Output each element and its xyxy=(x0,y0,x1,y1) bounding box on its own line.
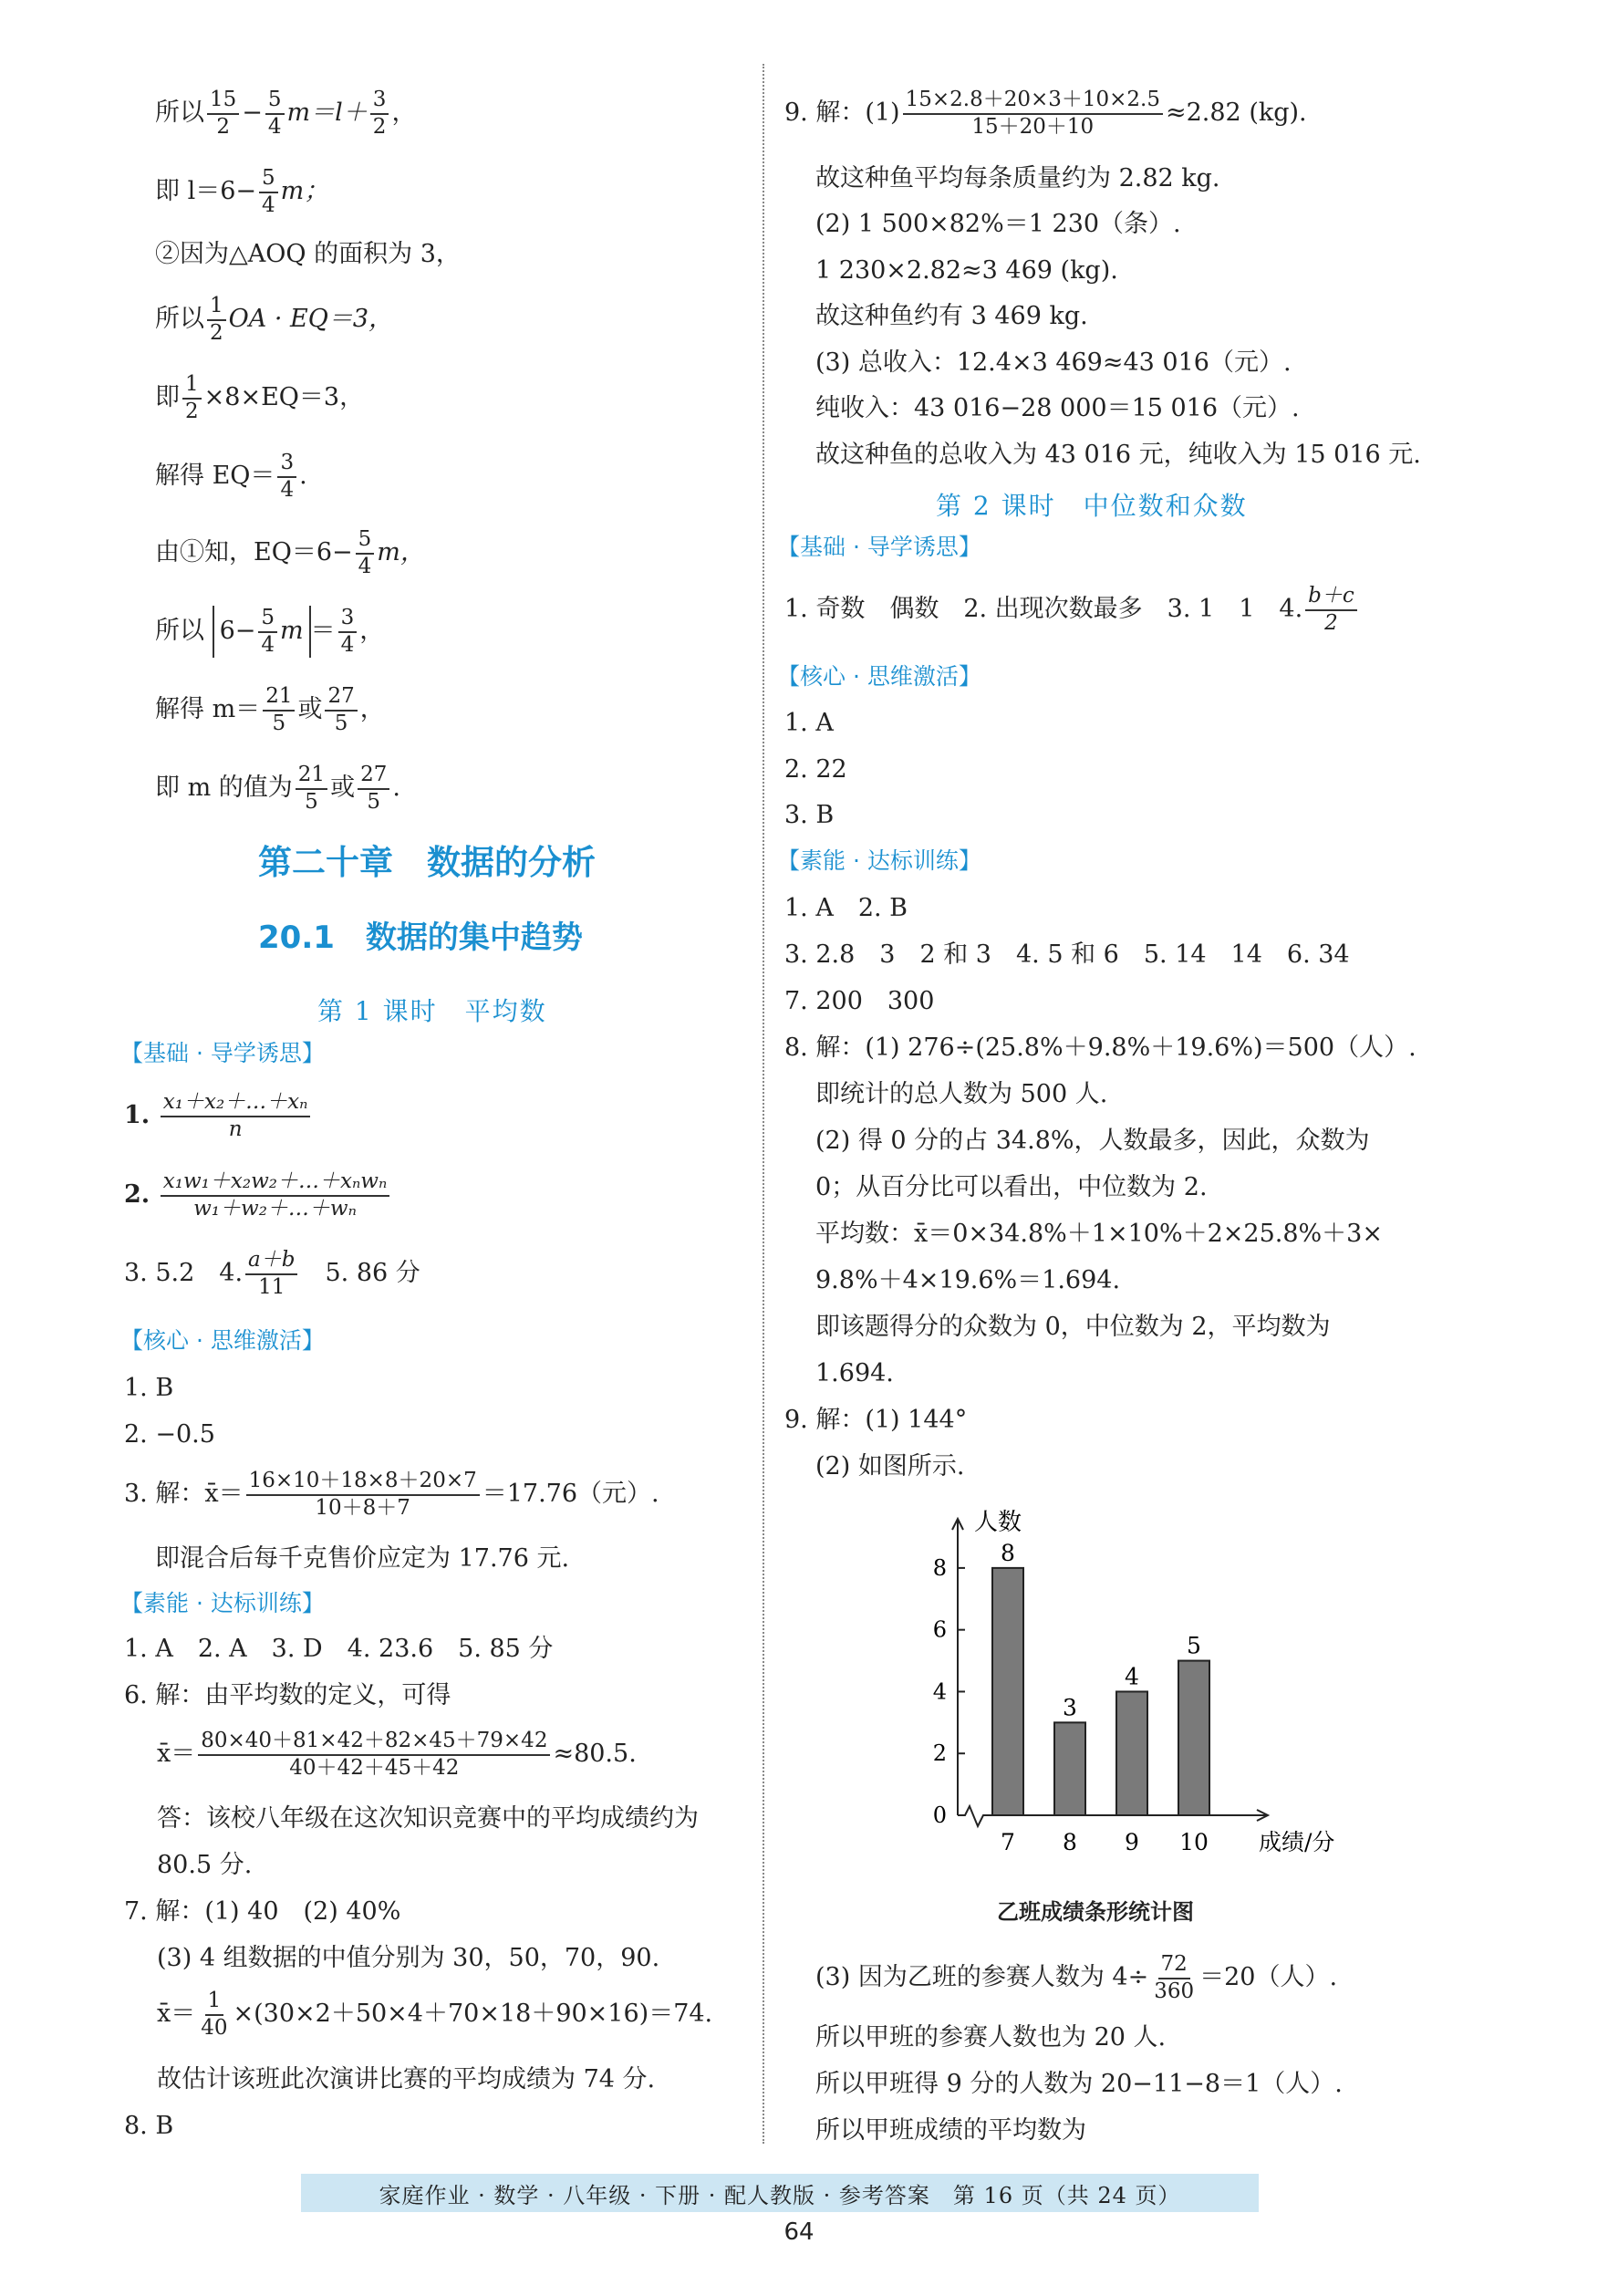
solution-line: 即 l＝6− $\frac{5}{4}$ m； xyxy=(155,166,329,217)
answer-formula: x̄＝ $\frac{1}{40}$ ×(30×2＋50×4＋70×18＋90×16)＝74. xyxy=(157,1989,713,2040)
answer-item: 1. A 2. A 3. D 4. 23.6 5. 85 分 xyxy=(124,1635,554,1663)
answer-text: (2) 如图所示. xyxy=(815,1452,965,1480)
y-tick-label: 0 xyxy=(932,1803,947,1828)
bar-value-label: 4 xyxy=(1125,1663,1139,1690)
bar xyxy=(1116,1691,1147,1815)
section-header: 【基础 · 导学诱思】 xyxy=(120,1040,325,1066)
answer-text: (3) 总收入：12.4×3 469≈43 016（元）. xyxy=(815,348,1292,377)
bar-value-label: 3 xyxy=(1063,1694,1077,1721)
section-header: 【素能 · 达标训练】 xyxy=(777,847,981,874)
answer-text: 故这种鱼约有 3 469 kg. xyxy=(815,302,1088,330)
answer-item: 3. 5.2 4. $\frac{a+b}{11}$ 5. 86 分 xyxy=(124,1248,420,1299)
answer-text: 答：该校八年级在这次知识竞赛中的平均成绩约为 xyxy=(157,1804,699,1833)
solution-line: 即 $\frac{1}{2}$ ×8×EQ＝3， xyxy=(155,372,365,423)
column-divider xyxy=(763,64,764,2144)
section-header: 【核心 · 思维激活】 xyxy=(777,663,981,690)
section-title: 20.1 数据的集中趋势 xyxy=(258,919,583,956)
answer-text: 即统计的总人数为 500 人. xyxy=(815,1080,1108,1108)
answer-text: (2) 1 500×82%＝1 230（条）. xyxy=(815,210,1181,238)
answer-item: 9. 解：(1) 144° xyxy=(784,1406,968,1434)
y-tick-label: 2 xyxy=(932,1740,947,1767)
answer-item: 1. $\frac{\text{x₁＋x₂＋…＋xₙ}}{n}$ xyxy=(124,1090,313,1142)
answer-item: 2. −0.5 xyxy=(124,1420,215,1449)
answer-item: 3. B xyxy=(784,801,835,829)
answer-text: 1.694. xyxy=(815,1359,894,1387)
section-header: 【核心 · 思维激活】 xyxy=(120,1327,325,1354)
answer-text: 即混合后每千克售价应定为 17.76 元. xyxy=(155,1544,570,1573)
answer-item: 2. $\frac{\text{x₁w₁＋x₂w₂＋…＋xₙwₙ}}{\text{w₁＋w₂＋…＋wₙ}}$ xyxy=(124,1169,392,1221)
answer-text: 所以甲班的参赛人数也为 20 人. xyxy=(815,2023,1167,2052)
y-axis-label: 人数 xyxy=(974,1509,1022,1536)
answer-text: (3) 4 组数据的中值分别为 30，50，70，90. xyxy=(157,1944,660,1972)
bar xyxy=(992,1568,1023,1815)
answer-text: (2) 得 0 分的占 34.8%，人数最多，因此，众数为 xyxy=(815,1127,1370,1155)
solution-line: 即 m 的值为 $\frac{21}{5}$ 或 $\frac{27}{5}$ . xyxy=(155,763,400,814)
solution-line: 所以 6− $\frac{5}{4}$ m ＝ $\frac{3}{4}$ ， xyxy=(155,606,385,657)
answer-text: 故这种鱼平均每条质量约为 2.82 kg. xyxy=(815,164,1220,192)
answer-item: 3. 2.8 3 2 和 3 4. 5 和 6 5. 14 14 6. 34 xyxy=(784,940,1350,969)
solution-line: 所以 $\frac{15}{2}$ − $\frac{5}{4}$ m＝l＋ $\frac{3}{2}$ ， xyxy=(155,88,417,139)
answer-formula: x̄＝ $\frac{80\times 40+81\times 42+82\times 45+79\times 42}{40+42+45+42}$ ≈80.5. xyxy=(157,1729,637,1780)
answer-text: 1 230×2.82≈3 469 (kg). xyxy=(815,256,1118,285)
answer-item: 1. A xyxy=(784,709,834,737)
answer-text: 故估计该班此次演讲比赛的平均成绩为 74 分. xyxy=(157,2065,656,2093)
solution-line: ②因为△AOQ 的面积为 3， xyxy=(155,240,461,268)
answer-text: (3) 因为乙班的参赛人数为 4÷ $\frac{72}{360}$ ＝20（人）. xyxy=(815,1952,1338,2003)
bar-chart xyxy=(903,1496,1335,1879)
lesson-title: 第 2 课时 中位数和众数 xyxy=(936,491,1248,521)
answer-text: 所以甲班成绩的平均数为 xyxy=(815,2116,1086,2145)
answer-item: 8. B xyxy=(124,2112,174,2140)
answer-text: 纯收入：43 016−28 000＝15 016（元）. xyxy=(815,394,1300,422)
footer-banner: 家庭作业 · 数学 · 八年级 · 下册 · 配人教版 · 参考答案 第 16 页（共 24 页） xyxy=(301,2174,1259,2212)
answer-text: 80.5 分. xyxy=(157,1851,253,1879)
bar xyxy=(1178,1661,1209,1815)
x-tick-label: 9 xyxy=(1125,1829,1139,1855)
answer-text: 所以甲班得 9 分的人数为 20−11−8＝1（人）. xyxy=(815,2070,1343,2098)
answer-item: 3. 解：x̄＝ $\frac{16\times 10+18\times 8+20\times 7}{10+8+7}$ ＝17.76（元）. xyxy=(124,1469,659,1520)
lesson-title: 第 1 课时 平均数 xyxy=(317,996,547,1026)
answer-item: 1. 奇数 偶数 2. 出现次数最多 3. 1 1 4. $\frac{b+c}{2}$ xyxy=(784,584,1360,636)
section-header: 【素能 · 达标训练】 xyxy=(120,1590,325,1616)
bar-value-label: 8 xyxy=(1001,1539,1015,1566)
answer-text: 故这种鱼的总收入为 43 016 元，纯收入为 15 016 元. xyxy=(815,441,1421,469)
y-tick-label: 6 xyxy=(932,1616,947,1643)
solution-line: 由①知，EQ＝6− $\frac{5}{4}$ m， xyxy=(155,527,425,578)
answer-item: 7. 解：(1) 40 (2) 40% xyxy=(124,1897,401,1926)
x-tick-label: 7 xyxy=(1001,1829,1015,1855)
answer-text: 即该题得分的众数为 0，中位数为 2，平均数为 xyxy=(815,1313,1331,1341)
chart-title: 乙班成绩条形统计图 xyxy=(997,1899,1194,1925)
answer-item: 7. 200 300 xyxy=(784,987,935,1015)
bar xyxy=(1054,1722,1085,1815)
answer-text: 0；从百分比可以看出，中位数为 2. xyxy=(815,1173,1208,1201)
answer-item: 2. 22 xyxy=(784,755,847,784)
page-number: 64 xyxy=(783,2218,815,2246)
solution-line: 解得 EQ＝ $\frac{3}{4}$ . xyxy=(155,451,307,502)
answer-text: 9.8%＋4×19.6%＝1.694. xyxy=(815,1266,1121,1294)
y-tick-label: 8 xyxy=(932,1554,947,1581)
x-axis-label: 成绩/分 xyxy=(1259,1829,1335,1855)
chapter-title: 第二十章 数据的分析 xyxy=(258,843,596,882)
answer-item: 9. 解：(1) $\frac{15\times 2.8+20\times 3+10\times 2.5}{15+20+10}$ ≈2.82 (kg). xyxy=(784,88,1307,139)
solution-line: 解得 m＝ $\frac{21}{5}$ 或 $\frac{27}{5}$ ， xyxy=(155,684,385,735)
x-tick-label: 8 xyxy=(1063,1829,1077,1855)
answer-item: 6. 解：由平均数的定义，可得 xyxy=(124,1681,451,1709)
solution-line: 所以 $\frac{1}{2}$ OA · EQ＝3， xyxy=(155,294,394,345)
answer-item: 1. B xyxy=(124,1374,174,1402)
answer-item: 8. 解：(1) 276÷(25.8%＋9.8%＋19.6%)＝500（人）. xyxy=(784,1034,1416,1062)
y-tick-label: 4 xyxy=(932,1678,947,1705)
answer-item: 1. A 2. B xyxy=(784,894,908,922)
section-header: 【基础 · 导学诱思】 xyxy=(777,534,981,560)
x-tick-label: 10 xyxy=(1179,1829,1209,1855)
bar-value-label: 5 xyxy=(1187,1632,1201,1659)
answer-text: 平均数：x̄＝0×34.8%＋1×10%＋2×25.8%＋3× xyxy=(815,1220,1383,1248)
